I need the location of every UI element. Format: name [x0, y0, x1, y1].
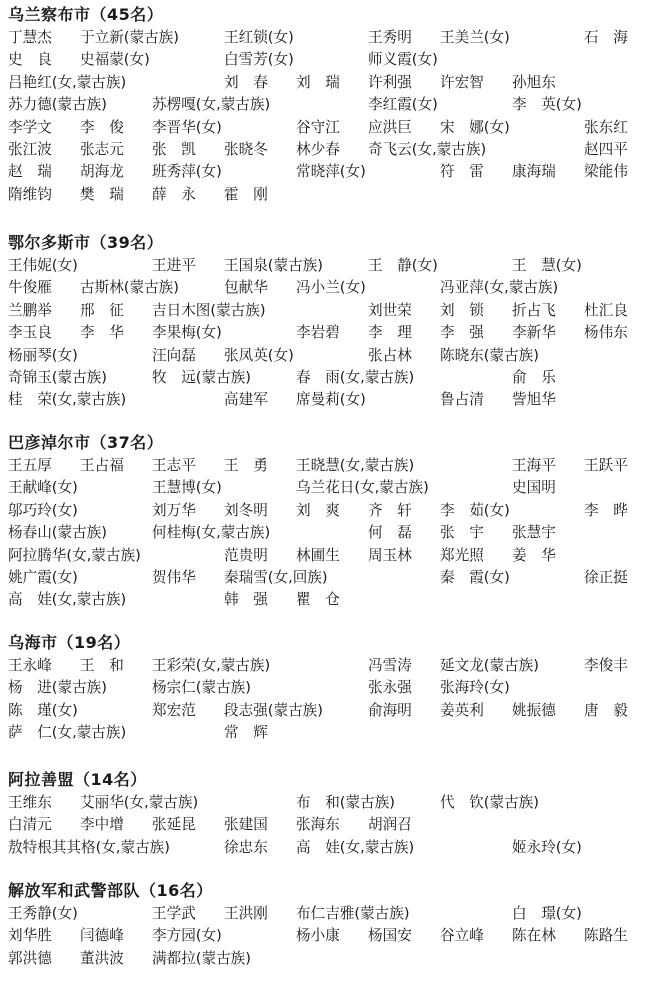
name-entry: 牧 远(蒙古族)	[152, 369, 251, 386]
name-entry: 梁能伟	[584, 163, 628, 181]
name-entry: 牛俊雁	[8, 279, 52, 297]
name-entry: 席曼莉(女)	[296, 391, 366, 409]
name-entry: 代 钦(蒙古族)	[440, 794, 539, 811]
name-entry: 张慧宇	[512, 524, 556, 542]
name-entry: 石 海	[584, 29, 628, 46]
name-entry: 李俊丰	[584, 657, 628, 674]
name-entry: 于立新(蒙古族)	[80, 29, 179, 46]
name-entry: 王洪刚	[224, 905, 268, 922]
name-entry: 李 强	[440, 324, 484, 342]
name-entry: 王彩荣(女,蒙古族)	[152, 657, 271, 674]
name-entry: 张永强	[368, 679, 412, 697]
name-entry: 应洪巨	[368, 118, 412, 136]
name-entry: 班秀萍(女)	[152, 163, 222, 181]
name-entry: 刘世荣	[368, 301, 412, 319]
name-entry: 杜汇良	[584, 301, 628, 319]
name-entry: 王跃平	[584, 457, 628, 474]
name-entry: 李 英(女)	[512, 96, 582, 114]
name-entry: 苏楞嘎(女,蒙古族)	[152, 96, 271, 114]
name-entry: 唐 毅	[584, 701, 628, 719]
name-entry: 谷立峰	[440, 927, 484, 945]
name-entry: 康海瑞	[512, 163, 556, 181]
name-entry: 秦 霞(女)	[440, 569, 510, 586]
name-entry: 包献华	[224, 279, 268, 297]
name-entry: 春 雨(女,蒙古族)	[296, 369, 415, 386]
name-entry: 张志元	[80, 141, 124, 158]
name-entry: 李岩碧	[296, 324, 340, 342]
name-entry: 刘 春	[224, 73, 268, 91]
name-entry: 刘 爽	[296, 501, 340, 519]
name-entry: 王志平	[152, 457, 196, 474]
name-entry: 张晓冬	[224, 141, 268, 158]
name-entry: 陈路生	[584, 927, 628, 945]
name-entry: 姜英利	[440, 701, 484, 719]
name-entry: 王秀明	[368, 29, 412, 46]
name-entry: 折占飞	[512, 301, 556, 319]
name-entry: 王慧博(女)	[152, 479, 222, 497]
name-entry: 李红霞(女)	[368, 96, 438, 114]
name-entry: 王进平	[152, 257, 196, 274]
name-entry: 姬永玲(女)	[512, 838, 582, 856]
name-entry: 王永峰	[8, 657, 52, 674]
name-entry: 段志强(蒙古族)	[224, 701, 323, 719]
name-entry: 敖特根其其格(女,蒙古族)	[8, 838, 170, 856]
name-entry: 吉日木图(蒙古族)	[152, 301, 266, 319]
name-entry: 林少春	[296, 141, 340, 158]
name-entry: 林圃生	[296, 546, 340, 564]
name-entry: 李玉良	[8, 324, 52, 342]
name-entry: 赵四平	[584, 141, 628, 158]
name-entry: 王占福	[80, 457, 124, 474]
name-entry: 杨宗仁(蒙古族)	[152, 679, 251, 697]
name-entry: 冯亚萍(女,蒙古族)	[440, 279, 559, 297]
name-entry: 李 茹(女)	[440, 501, 510, 519]
name-entry: 张海玲(女)	[440, 679, 510, 697]
name-entry: 王 静(女)	[368, 257, 438, 274]
name-entry: 延文龙(蒙古族)	[440, 657, 539, 674]
name-entry: 范贵明	[224, 546, 268, 564]
name-entry: 刘 锁	[440, 301, 484, 319]
name-entry: 王伟妮(女)	[8, 257, 78, 274]
name-entry: 瞿 仓	[296, 591, 340, 609]
name-entry: 孙旭东	[512, 73, 556, 91]
name-entry: 杨国安	[368, 927, 412, 945]
name-entry: 王 和	[80, 657, 124, 674]
name-entry: 王维东	[8, 794, 52, 811]
name-entry: 奇锦玉(蒙古族)	[8, 369, 107, 386]
name-entry: 郭洪德	[8, 949, 52, 967]
name-entry: 刘 瑞	[296, 73, 340, 91]
name-entry: 周玉林	[368, 546, 412, 564]
name-entry: 苏力德(蒙古族)	[8, 96, 107, 114]
name-entry: 陈 瑾(女)	[8, 701, 78, 719]
name-entry: 王学武	[152, 905, 196, 922]
name-entry: 刘冬明	[224, 501, 268, 519]
name-entry: 古斯林(蒙古族)	[80, 279, 179, 297]
section-title: 乌兰察布市（45名）	[8, 5, 164, 24]
name-entry: 何桂梅(女,蒙古族)	[152, 524, 271, 542]
name-entry: 奇飞云(女,蒙古族)	[368, 141, 487, 158]
section-title: 鄂尔多斯市（39名）	[8, 233, 164, 252]
name-entry: 陈在林	[512, 927, 556, 945]
name-entry: 桂 荣(女,蒙古族)	[8, 391, 127, 409]
name-entry: 赵 瑞	[8, 163, 52, 181]
name-entry: 吕艳红(女,蒙古族)	[8, 73, 127, 91]
name-entry: 王红锁(女)	[224, 29, 294, 46]
name-entry: 刘万华	[152, 501, 196, 519]
name-entry: 鲁占清	[440, 391, 484, 409]
name-entry: 张 宇	[440, 524, 484, 542]
section-title: 阿拉善盟（14名）	[8, 770, 147, 789]
name-entry: 白 璟(女)	[512, 905, 582, 922]
name-entry: 史国明	[512, 479, 556, 497]
name-entry: 徐忠东	[224, 838, 268, 856]
name-entry: 李 晔	[584, 501, 628, 519]
name-entry: 俞海明	[368, 701, 412, 719]
name-entry: 常 辉	[224, 724, 268, 742]
name-entry: 杨春山(蒙古族)	[8, 524, 107, 542]
name-entry: 霍 刚	[224, 185, 268, 203]
name-entry: 张海东	[296, 816, 340, 834]
name-entry: 郑光照	[440, 546, 484, 564]
name-entry: 艾丽华(女,蒙古族)	[80, 794, 199, 811]
name-entry: 王 勇	[224, 457, 268, 474]
name-entry: 兰鹏举	[8, 301, 52, 319]
name-entry: 乌兰花日(女,蒙古族)	[296, 479, 429, 497]
name-entry: 李学文	[8, 118, 52, 136]
name-entry: 董洪波	[80, 949, 124, 967]
section-title: 乌海市（19名）	[8, 633, 131, 652]
name-entry: 闫德峰	[80, 927, 124, 945]
name-entry: 樊 瑞	[80, 185, 124, 203]
name-entry: 李方园(女)	[152, 927, 222, 945]
name-entry: 符 雷	[440, 163, 484, 181]
name-entry: 姚广霞(女)	[8, 569, 78, 586]
name-entry: 冯雪涛	[368, 657, 412, 674]
name-entry: 姚振德	[512, 701, 556, 719]
name-entry: 隋维钧	[8, 185, 52, 203]
name-entry: 萨 仁(女,蒙古族)	[8, 724, 127, 742]
name-entry: 阿拉腾华(女,蒙古族)	[8, 546, 141, 564]
name-entry: 胡润召	[368, 816, 412, 834]
name-entry: 韩 强	[224, 591, 268, 609]
name-entry: 胡海龙	[80, 163, 124, 181]
name-entry: 丁慧杰	[8, 29, 52, 46]
name-entry: 何 磊	[368, 524, 412, 542]
section-title: 解放军和武警部队（16名）	[8, 881, 213, 900]
name-entry: 陈晓东(蒙古族)	[440, 346, 539, 364]
section-title: 巴彦淖尔市（37名）	[8, 433, 164, 452]
name-entry: 张凤英(女)	[224, 346, 294, 364]
name-entry: 许宏智	[440, 73, 484, 91]
name-entry: 满都拉(蒙古族)	[152, 949, 251, 967]
name-entry: 李 华	[80, 324, 124, 342]
name-entry: 俞 乐	[512, 369, 556, 386]
name-entry: 张 凯	[152, 141, 196, 158]
name-entry: 布 和(蒙古族)	[296, 794, 395, 811]
name-entry: 杨伟东	[584, 324, 628, 342]
name-entry: 李果梅(女)	[152, 324, 222, 342]
name-entry: 王美兰(女)	[440, 29, 510, 46]
name-entry: 李 理	[368, 324, 412, 342]
name-entry: 秦瑞雪(女,回族)	[224, 569, 328, 586]
name-entry: 王五厚	[8, 457, 52, 474]
name-entry: 李中增	[80, 816, 124, 834]
name-entry: 师义霞(女)	[368, 51, 438, 69]
name-entry: 王献峰(女)	[8, 479, 78, 497]
name-entry: 邢 征	[80, 301, 124, 319]
name-entry: 杨小康	[296, 927, 340, 945]
name-entry: 徐正挺	[584, 569, 628, 586]
name-entry: 杨 进(蒙古族)	[8, 679, 107, 697]
name-entry: 史福蒙(女)	[80, 51, 150, 69]
name-entry: 冯小兰(女)	[296, 279, 366, 297]
name-entry: 王国泉(蒙古族)	[224, 257, 323, 274]
name-entry: 李 俊	[80, 118, 124, 136]
name-entry: 高 娃(女,蒙古族)	[296, 838, 415, 856]
name-entry: 许利强	[368, 73, 412, 91]
name-entry: 张东红	[584, 118, 628, 136]
name-entry: 王秀静(女)	[8, 905, 78, 922]
name-entry: 贺伟华	[152, 569, 196, 586]
name-entry: 张江波	[8, 141, 52, 158]
name-entry: 白雪芳(女)	[224, 51, 294, 69]
name-entry: 高 娃(女,蒙古族)	[8, 591, 127, 609]
name-entry: 訾旭华	[512, 391, 556, 409]
name-entry: 布仁吉雅(蒙古族)	[296, 905, 410, 922]
name-entry: 王晓慧(女,蒙古族)	[296, 457, 415, 474]
name-entry: 张建国	[224, 816, 268, 834]
name-entry: 刘华胜	[8, 927, 52, 945]
name-entry: 白清元	[8, 816, 52, 834]
name-entry: 王海平	[512, 457, 556, 474]
name-entry: 王 慧(女)	[512, 257, 582, 274]
name-entry: 常晓萍(女)	[296, 163, 366, 181]
name-entry: 汪向磊	[152, 346, 196, 364]
name-entry: 高建军	[224, 391, 268, 409]
name-entry: 薛 永	[152, 185, 196, 203]
name-entry: 杨丽琴(女)	[8, 346, 78, 364]
name-entry: 张占林	[368, 346, 412, 364]
name-entry: 邬巧玲(女)	[8, 501, 78, 519]
name-entry: 谷守江	[296, 118, 340, 136]
name-entry: 郑宏范	[152, 701, 196, 719]
name-entry: 姜 华	[512, 546, 556, 564]
name-entry: 齐 轩	[368, 501, 412, 519]
name-entry: 宋 娜(女)	[440, 118, 510, 136]
name-entry: 史 良	[8, 51, 52, 69]
name-entry: 李新华	[512, 324, 556, 342]
name-entry: 李晋华(女)	[152, 118, 222, 136]
name-entry: 张延昆	[152, 816, 196, 834]
